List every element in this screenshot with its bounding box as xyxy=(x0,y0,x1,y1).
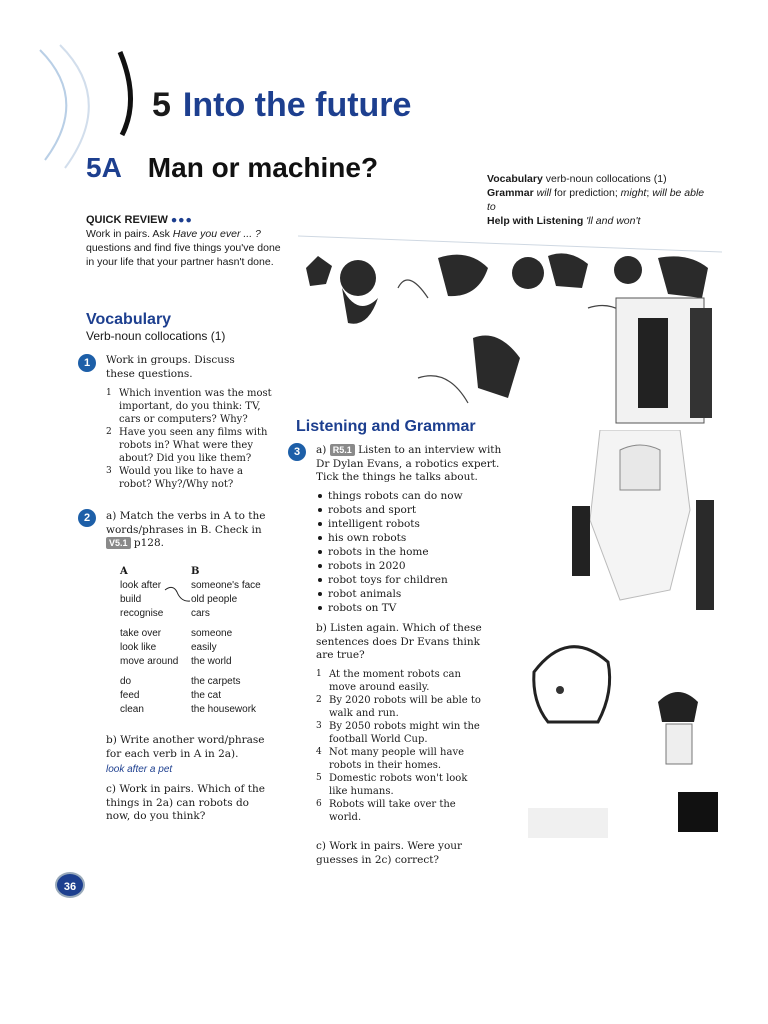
topic-item: his own robots xyxy=(316,531,516,545)
verb-item: do xyxy=(120,676,132,687)
exercise-1-instruction: Work in groups. Discuss these questions. xyxy=(106,354,235,380)
group-2-column-b xyxy=(191,627,232,669)
sentence-number: 2 xyxy=(316,695,322,705)
vocabulary-title: Vocabulary xyxy=(86,311,172,328)
group-3-column-b xyxy=(191,675,256,717)
exercise-3-badge: 3 xyxy=(288,443,306,461)
exercise-2-badge: 2 xyxy=(78,509,96,527)
question-number: 1 xyxy=(106,388,112,398)
unit-number: 5 xyxy=(152,86,171,124)
exercise-2b-example: look after a pet xyxy=(106,764,173,775)
verb-item: feed xyxy=(120,690,140,701)
summary-vocab-label: Vocabulary xyxy=(487,173,543,185)
group-2-column-a xyxy=(120,627,178,669)
verb-item: build xyxy=(120,594,142,605)
sentence-number: 6 xyxy=(316,799,322,809)
question-item xyxy=(106,387,276,426)
lesson-code: 5A xyxy=(86,152,122,183)
quick-review-text-2: questions and find five things you've done in your life that your partner hasn't done. xyxy=(86,242,281,268)
lesson-title: Man or machine? xyxy=(147,152,379,183)
vocabulary-section xyxy=(86,311,225,343)
vocab-reference-tag: V5.1 xyxy=(106,537,131,549)
summary-listening-label: Help with Listening xyxy=(487,215,584,227)
exercise-1-badge: 1 xyxy=(78,354,96,372)
robot-body-photo xyxy=(560,430,722,630)
lesson-heading xyxy=(86,152,378,184)
sentence-text: By 2050 robots might win the football World Cup. xyxy=(329,721,480,745)
sentence-item xyxy=(316,746,488,772)
topic-item: robot animals xyxy=(316,587,516,601)
topic-item: intelligent robots xyxy=(316,517,516,531)
verb-item: recognise xyxy=(120,608,164,619)
noun-item: the carpets xyxy=(191,676,241,687)
question-item xyxy=(106,465,276,491)
quick-review-text-1: Work in pairs. Ask xyxy=(86,228,173,240)
sentence-text: Domestic robots won't look like humans. xyxy=(329,773,468,797)
sentence-item xyxy=(316,772,488,798)
question-number: 2 xyxy=(106,427,112,437)
group-1-column-b xyxy=(191,579,261,621)
noun-item: someone xyxy=(191,628,233,639)
summary-vocab-text: verb-noun collocations (1) xyxy=(545,173,667,185)
question-text: Which invention was the most important, do you think: TV, cars or computers? Why? xyxy=(119,388,272,425)
robot-crowd-photo xyxy=(298,228,722,428)
vocabulary-subtitle: Verb-noun collocations (1) xyxy=(86,329,226,343)
exercise-3c-instruction: c) Work in pairs. Were your guesses in 2c) correct? xyxy=(316,840,463,866)
unit-title xyxy=(152,86,411,125)
topic-item: robots in the home xyxy=(316,545,516,559)
sentence-number: 5 xyxy=(316,773,322,783)
verb-item: move around xyxy=(120,656,179,667)
exercise-2a-text: a) Match the verbs in A to the words/phrases in B. Check in xyxy=(106,510,266,536)
noun-item: easily xyxy=(191,642,217,653)
summary-grammar-able: will be able to xyxy=(487,187,705,213)
summary-grammar-might: might xyxy=(620,187,647,199)
exercise-2b-instruction: b) Write another word/phrase for each verb in A in 2a). xyxy=(106,734,265,760)
verb-item: clean xyxy=(120,704,144,715)
exercise-2-instruction-a xyxy=(106,510,276,551)
sentence-item xyxy=(316,798,488,824)
summary-grammar-text: for prediction; xyxy=(551,187,621,199)
scientist-with-robot-photo xyxy=(528,632,722,844)
topic-item: things robots can do now xyxy=(316,489,516,503)
sentences-list xyxy=(316,668,488,824)
sentence-item xyxy=(316,694,488,720)
question-text: Have you seen any films with robots in? What were they about? Did you like them? xyxy=(119,427,268,464)
unit-name: Into the future xyxy=(182,86,412,124)
listening-grammar-title: Listening and Grammar xyxy=(296,418,476,435)
group-1-column-a xyxy=(120,579,163,621)
question-item xyxy=(106,426,276,465)
exercise-2c-instruction: c) Work in pairs. Which of the things in 2a) can robots do now, do you think? xyxy=(106,783,265,822)
noun-item: cars xyxy=(191,608,210,619)
quick-review-text-italic: Have you ever ... ? xyxy=(172,228,261,240)
summary-grammar-label: Grammar xyxy=(487,187,534,199)
summary-grammar-sep: ; xyxy=(646,187,653,199)
exercise-3a-prefix: a) xyxy=(316,444,327,456)
exercise-3b-instruction: b) Listen again. Which of these sentences does Dr Evans think are true? xyxy=(316,622,482,661)
verb-item: look like xyxy=(120,642,157,653)
quick-review-title: QUICK REVIEW xyxy=(86,214,168,226)
verb-item: look after xyxy=(120,580,162,591)
group-3-column-a xyxy=(120,675,144,717)
exercise-3a-instruction xyxy=(316,444,516,485)
exercise-3a-text: Listen to an interview with Dr Dylan Evans, a robotics expert. Tick the things he talks about. xyxy=(316,444,502,483)
topic-item: robots and sport xyxy=(316,503,516,517)
column-b-heading: B xyxy=(191,566,200,577)
vocab-reference-page: p128. xyxy=(133,537,164,549)
sentence-text: By 2020 robots will be able to walk and run. xyxy=(329,695,481,719)
sentence-text: Not many people will have robots in their homes. xyxy=(329,747,465,771)
quick-review-dots: ●●● xyxy=(170,214,193,226)
sentence-number: 3 xyxy=(316,721,322,731)
noun-item: the housework xyxy=(191,704,257,715)
sentence-item xyxy=(316,668,488,694)
quick-review-text xyxy=(86,227,286,269)
question-text: Would you like to have a robot? Why?/Why not? xyxy=(119,466,244,490)
question-number: 3 xyxy=(106,466,112,476)
topic-item: robots in 2020 xyxy=(316,559,516,573)
sentence-text: Robots will take over the world. xyxy=(329,799,456,823)
topic-item: robot toys for children xyxy=(316,573,516,587)
page-number: 36 xyxy=(55,872,85,898)
recording-tag: R5.1 xyxy=(330,444,355,456)
exercise-1-questions xyxy=(106,387,276,491)
sentence-number: 4 xyxy=(316,747,322,757)
quick-review xyxy=(86,213,286,269)
match-line-example xyxy=(163,584,191,606)
sentence-number: 1 xyxy=(316,669,322,679)
noun-item: someone's face xyxy=(191,580,261,591)
sentence-text: At the moment robots can move around easily. xyxy=(329,669,461,693)
noun-item: old people xyxy=(191,594,238,605)
topic-item: robots on TV xyxy=(316,601,516,615)
summary-listening-text: 'll and won't xyxy=(586,215,641,227)
summary-grammar-will: will xyxy=(536,187,552,199)
column-a-heading: A xyxy=(120,566,128,577)
noun-item: the world xyxy=(191,656,232,667)
sentence-item xyxy=(316,720,488,746)
topics-list xyxy=(316,489,516,615)
verb-item: take over xyxy=(120,628,162,639)
noun-item: the cat xyxy=(191,690,222,701)
